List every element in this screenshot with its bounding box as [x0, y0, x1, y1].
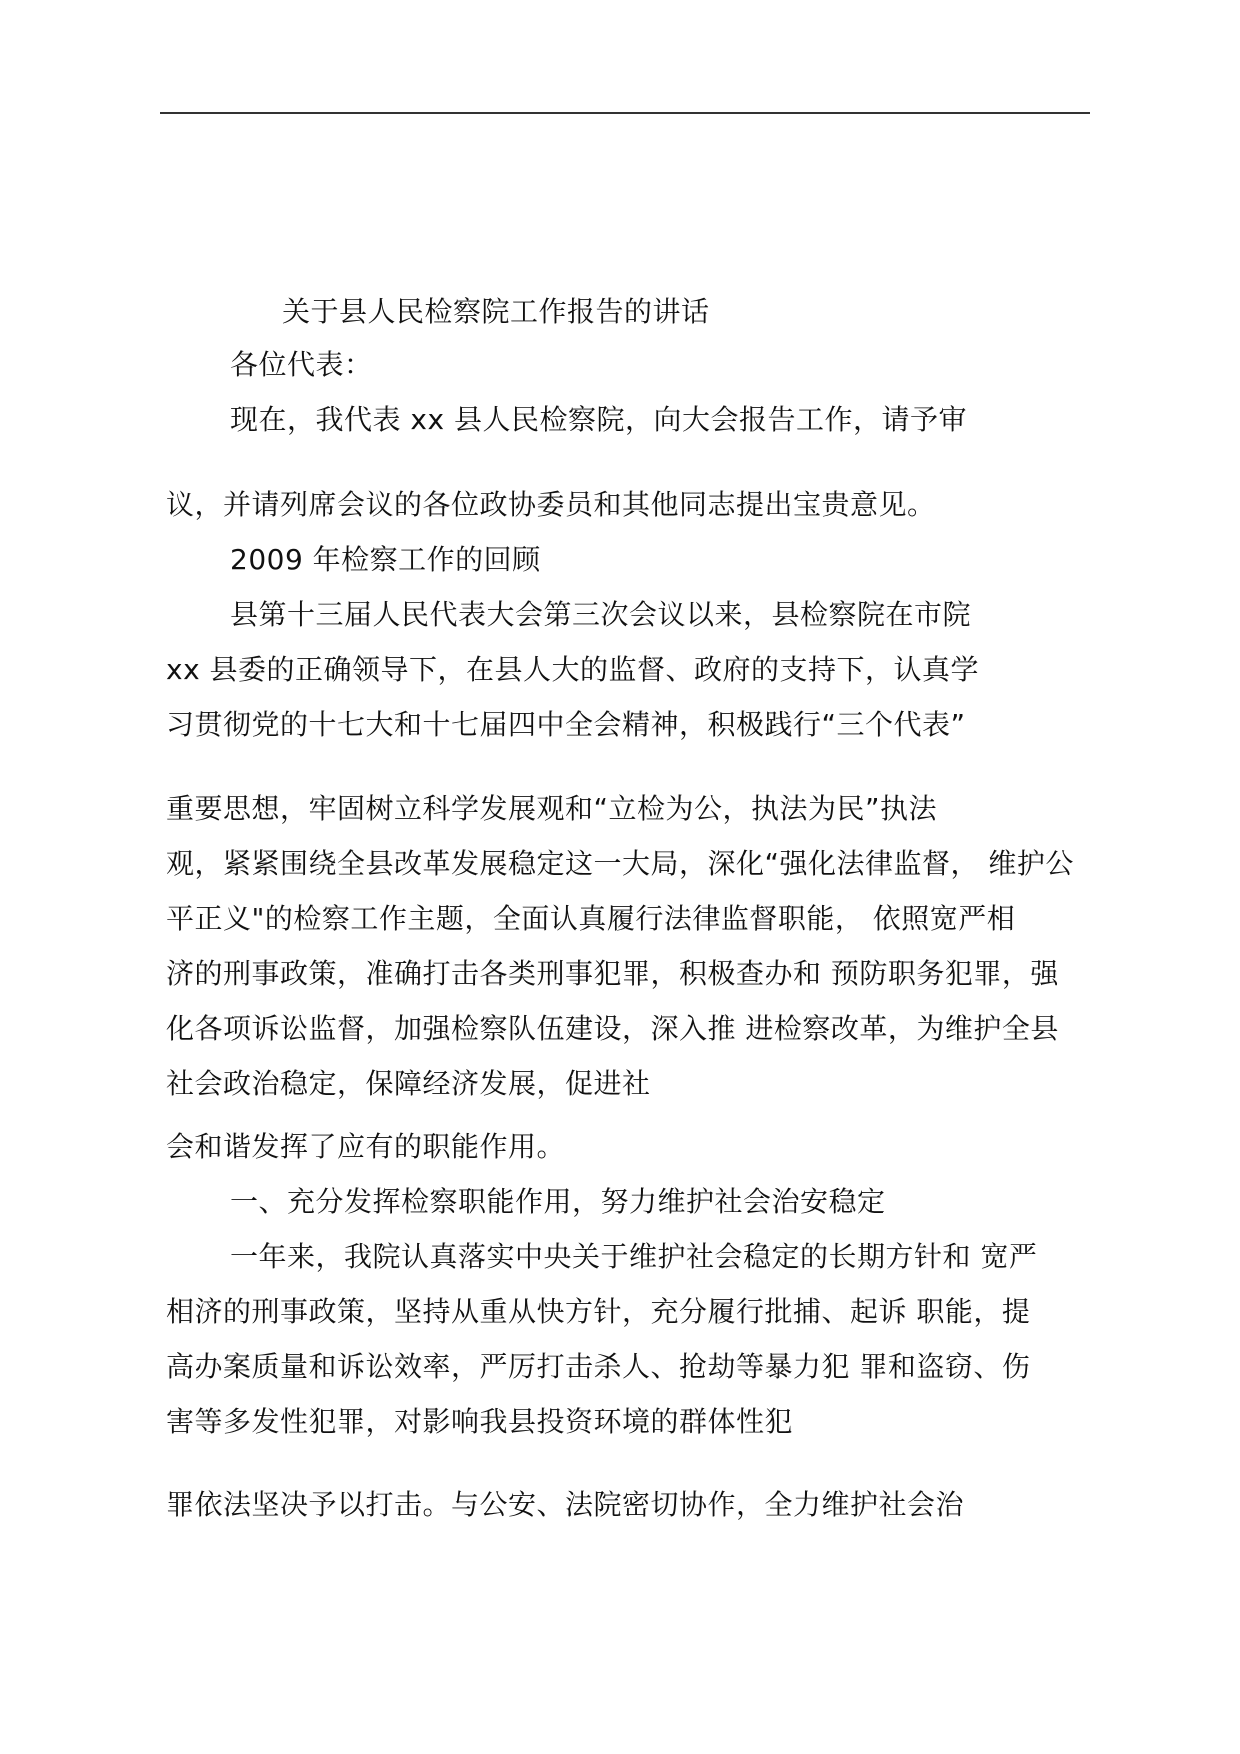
- body-line: 会和谐发挥了应有的职能作用。: [166, 1130, 566, 1163]
- salutation: 各位代表：: [230, 348, 373, 381]
- body-line: 观，紧紧围绕全县改革发展稳定这一大局，深化“强化法律监督， 维护公: [166, 847, 1074, 880]
- body-line: 高办案质量和诉讼效率，严厉打击杀人、抢劫等暴力犯 罪和盗窃、伤: [166, 1350, 1031, 1383]
- body-line: 一年来，我院认真落实中央关于维护社会稳定的长期方针和 宽严: [230, 1240, 1038, 1273]
- body-line: xx 县委的正确领导下，在县人大的监督、政府的支持下，认真学: [166, 653, 980, 686]
- body-line: 重要思想，牢固树立科学发展观和“立检为公，执法为民”执法: [166, 792, 938, 825]
- body-line: 济的刑事政策，准确打击各类刑事犯罪，积极查办和 预防职务犯罪，强: [166, 957, 1059, 990]
- section-heading: 2009 年检察工作的回顾: [230, 543, 541, 576]
- body-line: 社会政治稳定，保障经济发展，促进社: [166, 1067, 651, 1100]
- section-heading: 一、充分发挥检察职能作用，努力维护社会治安稳定: [230, 1185, 886, 1218]
- body-line: 议，并请列席会议的各位政协委员和其他同志提出宝贵意见。: [166, 488, 936, 521]
- body-line: 习贯彻党的十七大和十七届四中全会精神，积极践行“三个代表”: [166, 708, 966, 741]
- body-line: 现在，我代表 xx 县人民检察院，向大会报告工作，请予审: [230, 403, 967, 436]
- body-line: 害等多发性犯罪，对影响我县投资环境的群体性犯: [166, 1405, 794, 1438]
- header-rule: [160, 112, 1090, 114]
- body-line: 罪依法坚决予以打击。与公安、法院密切协作，全力维护社会治: [166, 1488, 965, 1521]
- body-line: 平正义"的检察工作主题，全面认真履行法律监督职能， 依照宽严相: [166, 902, 1016, 935]
- document-title: 关于县人民检察院工作报告的讲话: [282, 295, 710, 328]
- body-line: 化各项诉讼监督，加强检察队伍建设，深入推 进检察改革，为维护全县: [166, 1012, 1059, 1045]
- body-line: 相济的刑事政策，坚持从重从快方针，充分履行批捕、起诉 职能，提: [166, 1295, 1031, 1328]
- body-line: 县第十三届人民代表大会第三次会议以来，县检察院在市院: [230, 598, 972, 631]
